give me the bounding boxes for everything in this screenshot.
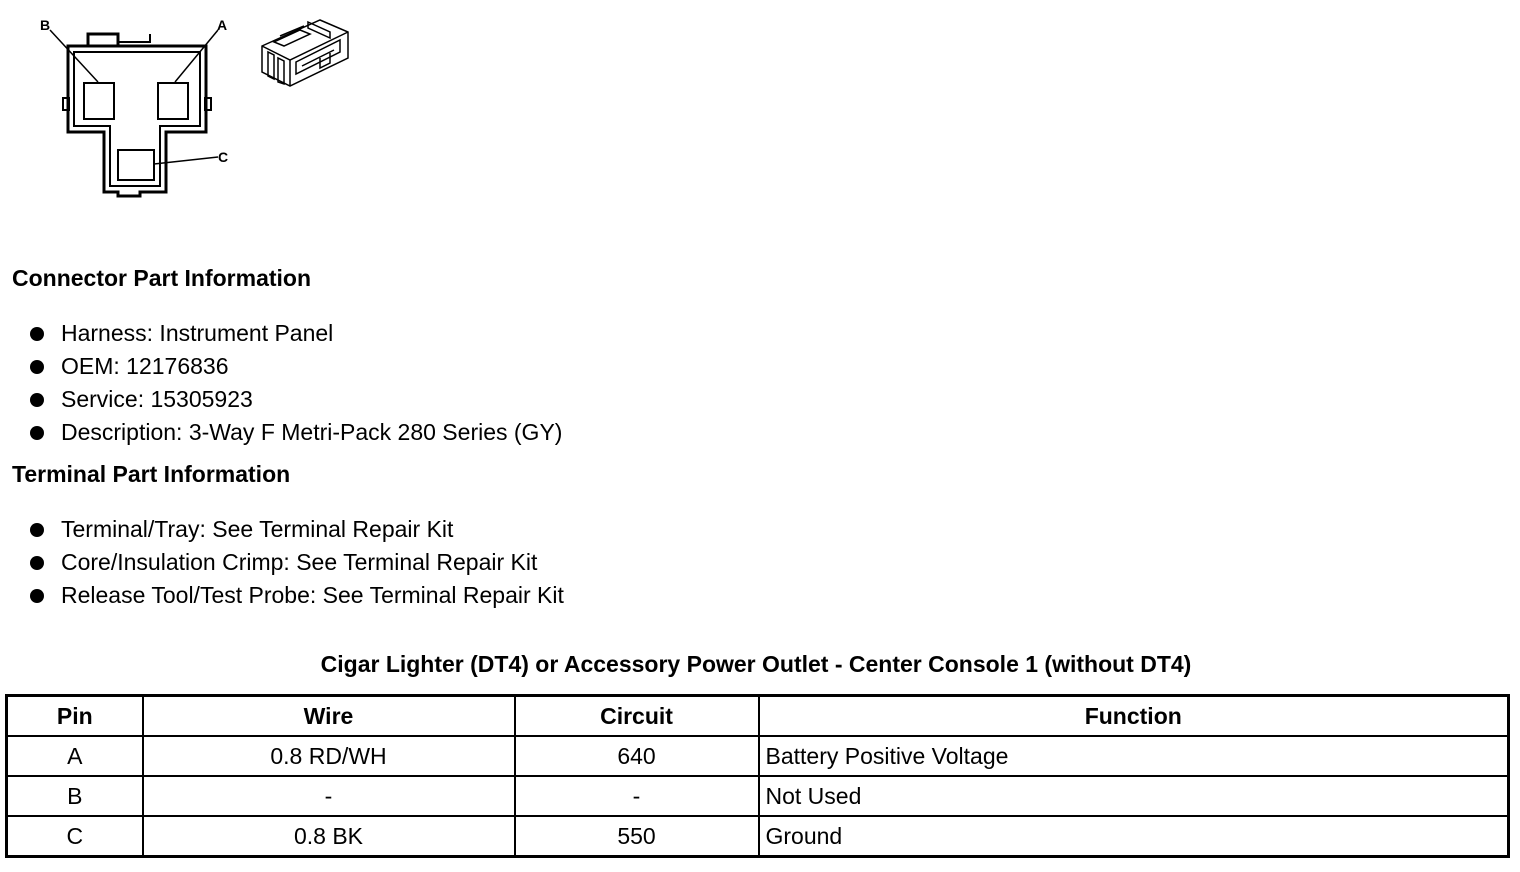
table-row bbox=[7, 816, 1509, 857]
connector-face-view-icon bbox=[50, 30, 218, 196]
list-item-text: Harness: Instrument Panel bbox=[61, 320, 334, 346]
cell-function: Not Used bbox=[759, 776, 1509, 816]
cell-wire: 0.8 BK bbox=[143, 816, 515, 857]
bullet-icon bbox=[30, 327, 44, 341]
bullet-icon bbox=[30, 589, 44, 603]
list-item bbox=[0, 417, 562, 450]
connector-isometric-view-icon bbox=[262, 20, 348, 86]
connector-part-info-heading: Connector Part Information bbox=[12, 265, 312, 291]
cell-circuit: - bbox=[515, 776, 759, 816]
list-item-text: OEM: 12176836 bbox=[61, 353, 229, 379]
pinout-table-title: Cigar Lighter (DT4) or Accessory Power Outlet - Center Console 1 (without DT4) bbox=[320, 651, 1192, 677]
list-item bbox=[0, 580, 564, 613]
cell-pin: C bbox=[7, 816, 143, 857]
list-item-text: Terminal/Tray: See Terminal Repair Kit bbox=[61, 516, 454, 542]
header-function: Function bbox=[759, 696, 1509, 737]
bullet-icon bbox=[30, 360, 44, 374]
pin-label-c: C bbox=[218, 149, 229, 165]
cell-function: Ground bbox=[759, 816, 1509, 857]
bullet-icon bbox=[30, 426, 44, 440]
list-item bbox=[0, 514, 564, 547]
terminal-part-info-list bbox=[0, 514, 564, 613]
header-circuit: Circuit bbox=[515, 696, 759, 737]
cell-function: Battery Positive Voltage bbox=[759, 736, 1509, 776]
table-row bbox=[7, 776, 1509, 816]
table-row bbox=[7, 736, 1509, 776]
cell-pin: A bbox=[7, 736, 143, 776]
list-item-text: Description: 3-Way F Metri-Pack 280 Series (GY) bbox=[61, 419, 563, 445]
bullet-icon bbox=[30, 393, 44, 407]
list-item bbox=[0, 384, 562, 417]
list-item-text: Service: 15305923 bbox=[61, 386, 253, 412]
cell-circuit: 640 bbox=[515, 736, 759, 776]
list-item bbox=[0, 351, 562, 384]
list-item bbox=[0, 318, 562, 351]
header-pin: Pin bbox=[7, 696, 143, 737]
cell-wire: - bbox=[143, 776, 515, 816]
cell-pin: B bbox=[7, 776, 143, 816]
connector-diagram bbox=[30, 10, 360, 205]
header-wire: Wire bbox=[143, 696, 515, 737]
pin-label-a: A bbox=[217, 17, 228, 33]
list-item-text: Release Tool/Test Probe: See Terminal Repair Kit bbox=[61, 582, 564, 608]
table-header-row bbox=[7, 696, 1509, 737]
cell-wire: 0.8 RD/WH bbox=[143, 736, 515, 776]
bullet-icon bbox=[30, 556, 44, 570]
bullet-icon bbox=[30, 523, 44, 537]
pinout-table bbox=[5, 694, 1510, 858]
connector-part-info-list bbox=[0, 318, 562, 450]
list-item bbox=[0, 547, 564, 580]
cell-circuit: 550 bbox=[515, 816, 759, 857]
terminal-part-info-heading: Terminal Part Information bbox=[12, 461, 291, 487]
list-item-text: Core/Insulation Crimp: See Terminal Repair Kit bbox=[61, 549, 538, 575]
pin-label-b: B bbox=[40, 17, 51, 33]
